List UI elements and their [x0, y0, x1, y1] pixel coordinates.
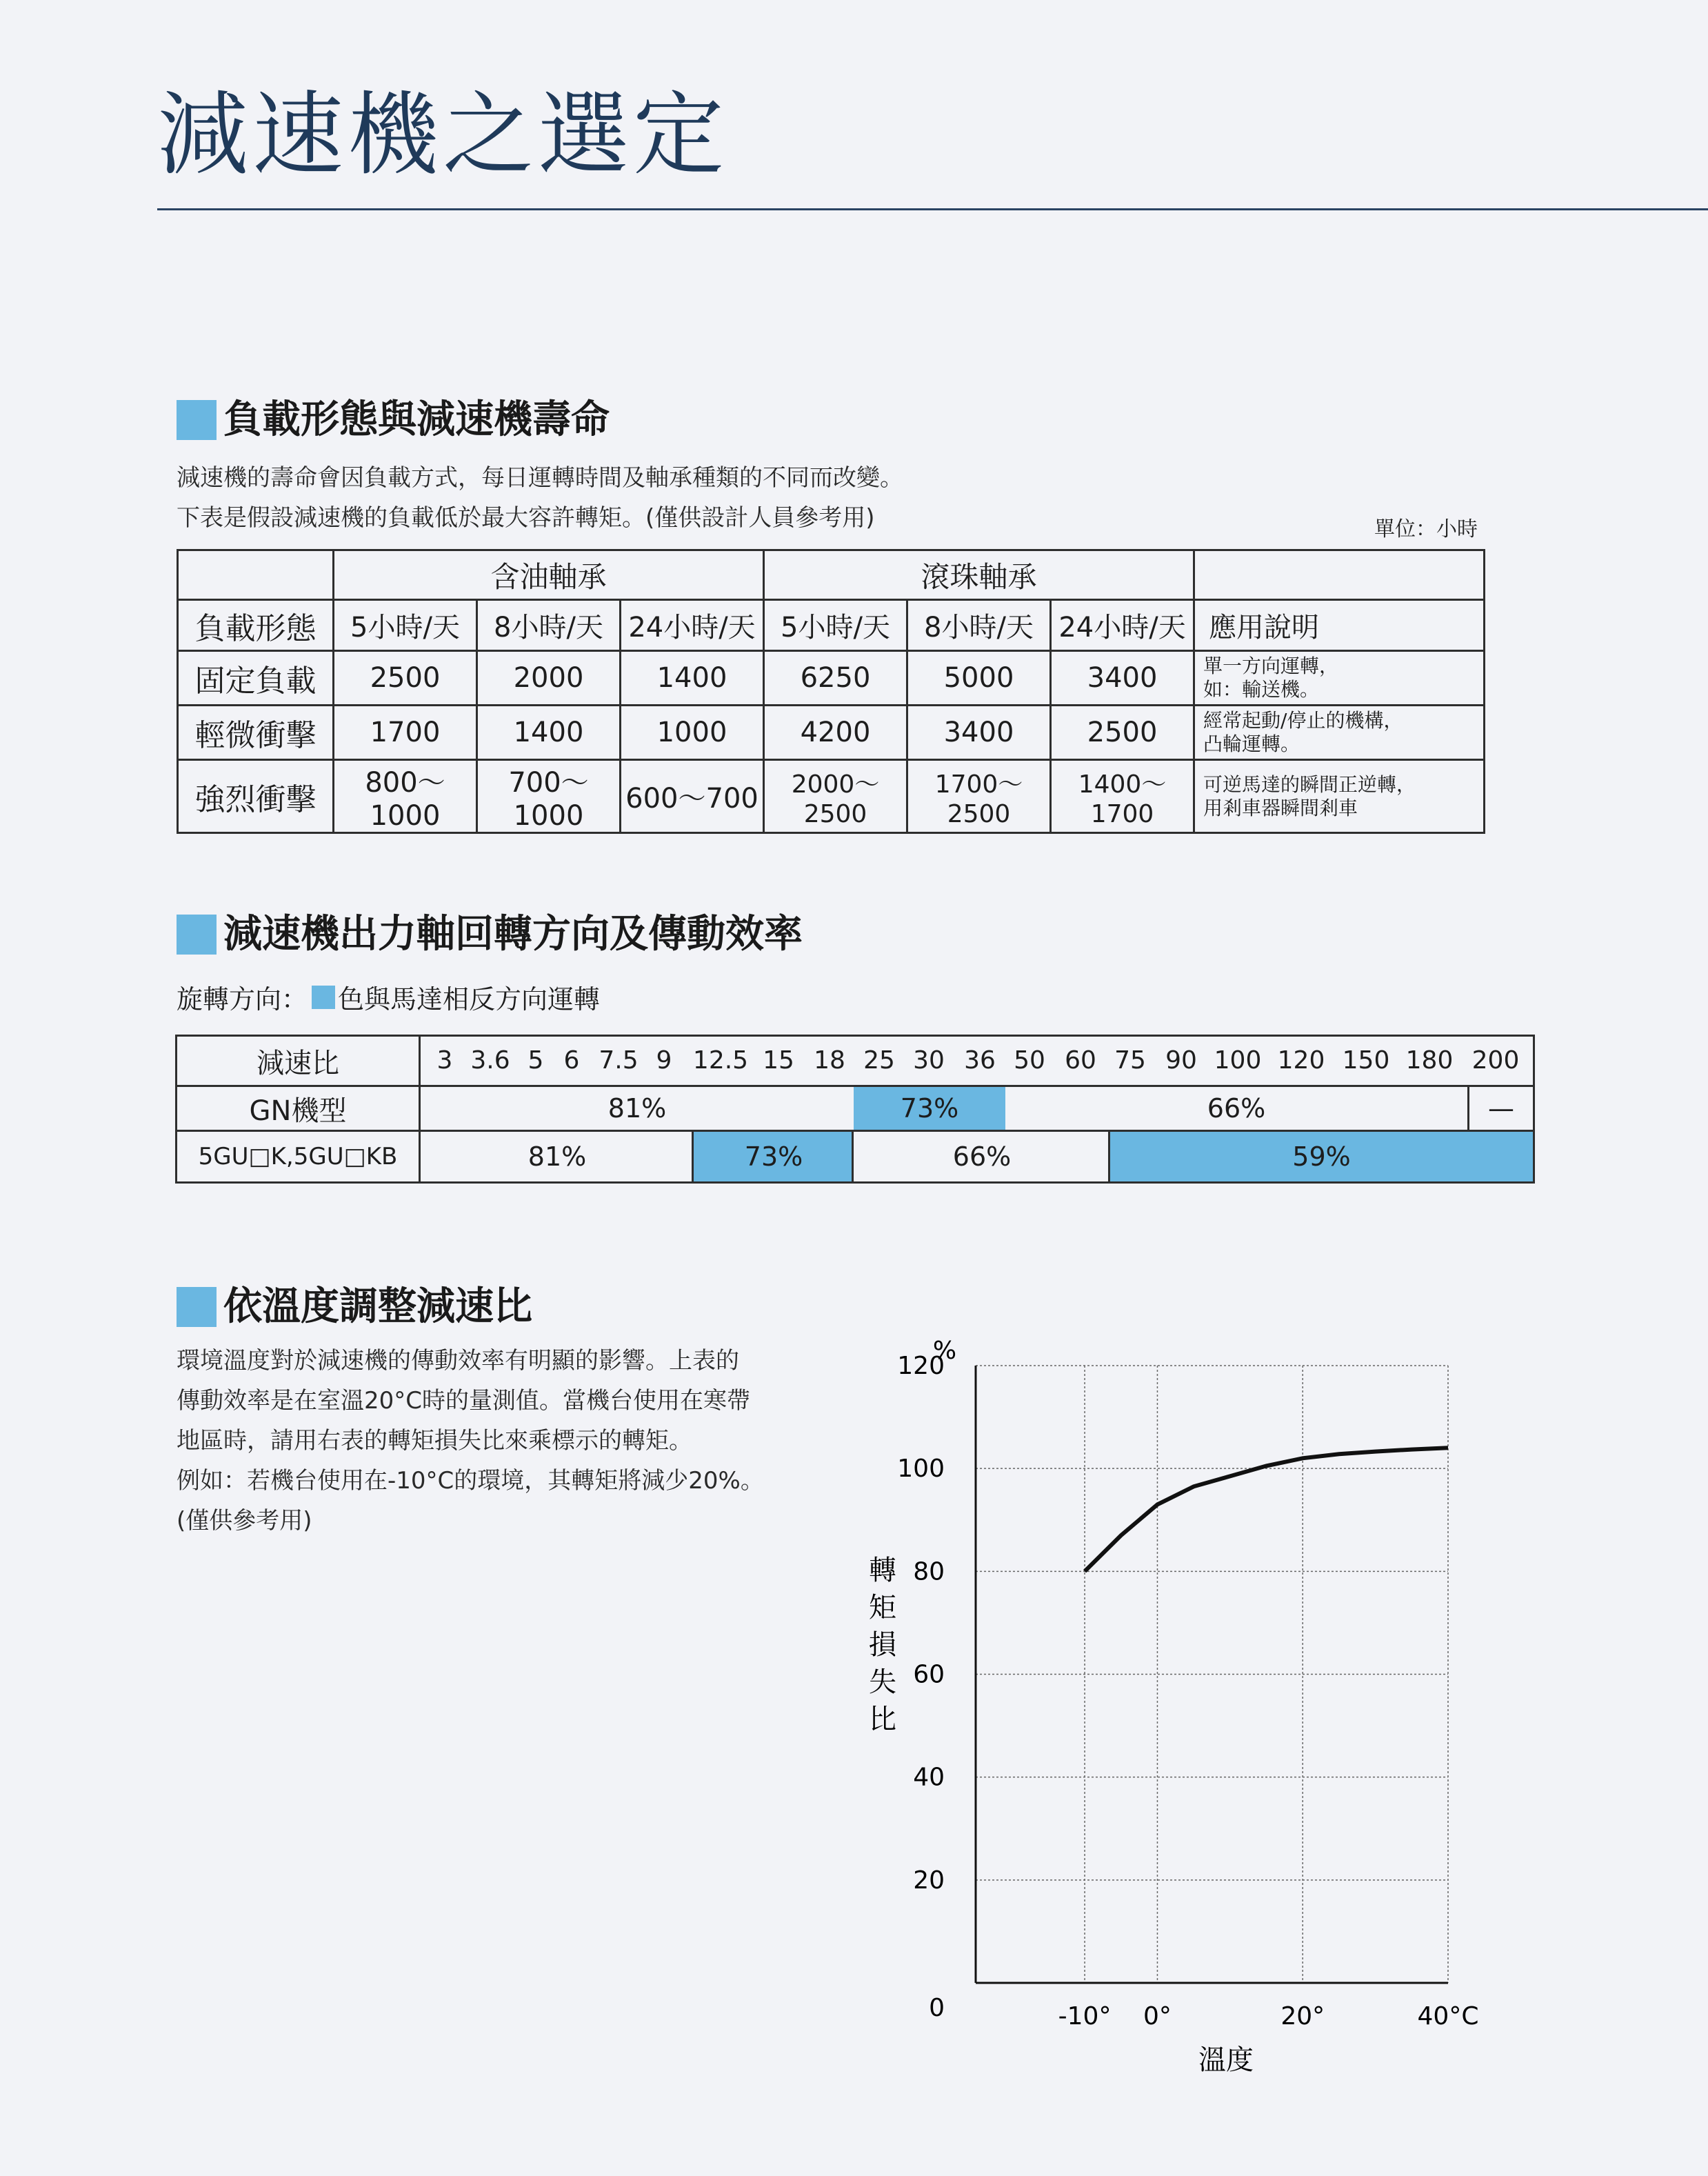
section1-heading-text: 負載形態與減速機壽命: [223, 397, 610, 442]
table-cell: 2500: [1051, 706, 1194, 760]
section3-heading-text: 依溫度調整減速比: [223, 1284, 532, 1329]
gu-efficiency-segment: 59%: [1110, 1132, 1533, 1181]
title-divider: [157, 208, 1708, 210]
ratio-value: 120: [1277, 1046, 1325, 1075]
para-line: 傳動效率是在室溫20°C時的量測值。當機台使用在寒帶: [177, 1387, 751, 1415]
cell-divider: [692, 1132, 694, 1181]
gu-row-label: 5GU□K,5GU□KB: [177, 1132, 421, 1181]
table-row: [178, 760, 1485, 833]
ratio-value: 3: [436, 1046, 453, 1075]
table-cell: 5000: [907, 651, 1051, 706]
table-cell: 1000: [621, 706, 764, 760]
table-row: [178, 706, 1485, 760]
gu-efficiency-segment: 73%: [694, 1132, 854, 1181]
ratio-value: 15: [763, 1046, 794, 1075]
blue-swatch-icon: [312, 986, 335, 1009]
y-axis-label: [869, 1555, 897, 1735]
ratio-value: 75: [1114, 1046, 1146, 1075]
y-tick-label: 120: [897, 1352, 945, 1380]
direction-text: 色與馬達相反方向運轉: [338, 984, 601, 1015]
ratio-value: 7.5: [599, 1046, 639, 1075]
col-header: 24小時/天: [1051, 600, 1194, 651]
y-tick-label: 0: [929, 1994, 945, 2022]
ratio-value: 5: [528, 1046, 544, 1075]
ratio-value: 3.6: [470, 1046, 510, 1075]
ratio-value: 60: [1065, 1046, 1096, 1075]
rotation-direction-note: [177, 978, 600, 1016]
section3-heading: [177, 1284, 532, 1329]
section-marker-icon: [177, 400, 217, 440]
table-cell: 1700: [334, 706, 477, 760]
y-axis-label-char: 轉: [869, 1555, 896, 1586]
ratio-value: 30: [913, 1046, 945, 1075]
col-header: 5小時/天: [764, 600, 907, 651]
section1-intro: [177, 458, 903, 538]
section-marker-icon: [177, 915, 217, 955]
section3-paragraph: [177, 1341, 764, 1541]
ratio-value: 36: [964, 1046, 996, 1075]
note-line: 用剎車器瞬間剎車: [1203, 796, 1358, 819]
cell-divider: [852, 1132, 854, 1181]
para-line: 例如：若機台使用在-10°C的環境，其轉矩將減少20%。: [177, 1467, 764, 1495]
table-cell: 1400: [621, 651, 764, 706]
x-tick-label: -10°: [1058, 2002, 1112, 2030]
table-row: [178, 651, 1485, 706]
cell-divider: [1108, 1132, 1110, 1181]
x-tick-label: 0°: [1143, 2002, 1172, 2030]
col-header: 24小時/天: [621, 600, 764, 651]
col-header: 8小時/天: [907, 600, 1051, 651]
section-marker-icon: [177, 1287, 217, 1327]
chart-grid: [976, 1366, 1448, 1983]
gn-row-label: GN機型: [177, 1087, 421, 1130]
ratio-value: 50: [1014, 1046, 1045, 1075]
note-line: 經常起動/停止的機構，: [1203, 709, 1403, 732]
gu-efficiency-segment: 66%: [952, 1141, 1012, 1172]
unit-label: 單位：小時: [1374, 517, 1478, 541]
table-cell: 2000～2500: [764, 760, 907, 833]
x-axis-label: 溫度: [1198, 2044, 1254, 2076]
y-tick-labels: [897, 1352, 945, 2022]
table-cell: 800～1000: [334, 760, 477, 833]
ratio-value: 180: [1405, 1046, 1454, 1075]
table-cell: 4200: [764, 706, 907, 760]
table-cell: 1400～1700: [1051, 760, 1194, 833]
col-application: 應用說明: [1194, 600, 1485, 651]
torque-loss-chart-svg: [841, 1310, 1503, 2104]
row-label: 固定負載: [178, 651, 334, 706]
table-cell: 1400: [477, 706, 621, 760]
ratio-value: 200: [1471, 1046, 1520, 1075]
ratio-value: 18: [814, 1046, 845, 1075]
para-line: 環境溫度對於減速機的傳動效率有明顯的影響。上表的: [177, 1347, 739, 1375]
section2-heading-text: 減速機出力軸回轉方向及傳動效率: [223, 912, 803, 957]
table-cell: 3400: [1051, 651, 1194, 706]
section2-heading: [177, 912, 803, 957]
table-cell: 600～700: [621, 760, 764, 833]
gn-efficiency-segment: 66%: [1207, 1093, 1266, 1124]
row-label: 輕微衝擊: [178, 706, 334, 760]
note-line: 如：輸送機。: [1203, 678, 1320, 701]
y-unit-label: %: [932, 1337, 957, 1365]
note-line: 單一方向運轉，: [1203, 655, 1339, 677]
ratio-row-label: 減速比: [177, 1037, 421, 1085]
section1-line1: 減速機的壽命會因負載方式，每日運轉時間及軸承種類的不同而改變。: [177, 464, 903, 492]
gu-efficiency-segment: 81%: [528, 1141, 587, 1172]
ratio-value: 100: [1214, 1046, 1262, 1075]
col-header: 8小時/天: [477, 600, 621, 651]
section1-line2: 下表是假設減速機的負載低於最大容許轉矩。(僅供設計人員參考用): [177, 504, 875, 532]
x-tick-label: 40°C: [1417, 2002, 1479, 2030]
y-tick-label: 80: [913, 1557, 945, 1586]
y-axis-label-char: 失: [869, 1666, 896, 1698]
ratio-value: 12.5: [692, 1046, 749, 1075]
x-tick-labels: [1058, 2002, 1479, 2030]
torque-loss-chart: [841, 1310, 1503, 2106]
table-cell: 3400: [907, 706, 1051, 760]
para-line: 地區時，請用右表的轉矩損失比來乘標示的轉矩。: [177, 1427, 692, 1455]
table-cell: 6250: [764, 651, 907, 706]
table-corner-cell: [178, 550, 334, 600]
table-cell: 700～1000: [477, 760, 621, 833]
col-load-type: 負載形態: [178, 600, 334, 651]
application-note: [1194, 706, 1485, 760]
gn-efficiency-segment: —: [1488, 1093, 1514, 1124]
group-oil-bearing: 含油軸承: [334, 550, 764, 600]
para-line: (僅供參考用): [177, 1507, 312, 1535]
col-header: 5小時/天: [334, 600, 477, 651]
group-ball-bearing: 滾珠軸承: [764, 550, 1194, 600]
table-cell: 1700～2500: [907, 760, 1051, 833]
y-tick-label: 20: [913, 1866, 945, 1895]
direction-label: 旋轉方向：: [177, 984, 308, 1015]
ratio-value: 25: [863, 1046, 895, 1075]
note-line: 可逆馬達的瞬間正逆轉，: [1203, 772, 1416, 796]
table-cell: 2500: [334, 651, 477, 706]
table-cell: 2000: [477, 651, 621, 706]
application-note: [1194, 760, 1485, 833]
gn-efficiency-segment: 73%: [854, 1087, 1005, 1130]
torque-loss-line: [1085, 1448, 1448, 1571]
y-tick-label: 100: [897, 1455, 945, 1484]
y-axis-label-char: 損: [869, 1629, 896, 1661]
note-line: 凸輪運轉。: [1203, 732, 1300, 755]
section1-heading: [177, 397, 610, 442]
ratio-value: 90: [1165, 1046, 1197, 1075]
y-tick-label: 40: [913, 1763, 945, 1792]
y-axis-label-char: 比: [869, 1704, 896, 1735]
y-axis-label-char: 矩: [869, 1592, 896, 1624]
y-tick-label: 60: [913, 1660, 945, 1689]
efficiency-table: [175, 1035, 1535, 1184]
application-note: [1194, 651, 1485, 706]
row-label: 強烈衝擊: [178, 760, 334, 833]
ratio-value: 150: [1342, 1046, 1390, 1075]
gn-efficiency-segment: 81%: [607, 1093, 667, 1124]
page-title: 減速機之選定: [157, 82, 728, 188]
ratio-value: 6: [563, 1046, 580, 1075]
table-corner-cell: [1194, 550, 1485, 600]
ratio-value: 9: [656, 1046, 672, 1075]
load-life-table: [177, 549, 1485, 834]
x-tick-label: 20°: [1280, 2002, 1325, 2030]
